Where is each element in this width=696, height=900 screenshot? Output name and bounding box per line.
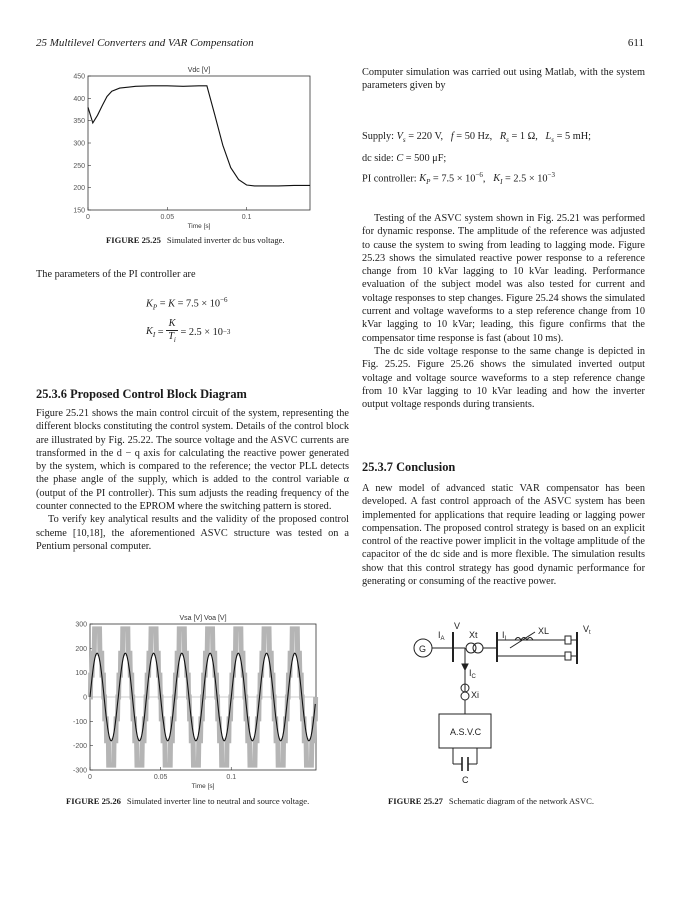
params-line-1: Supply: $V_s = 220$ V, f = 50 Hz, $R_s = 1$ Ω, $L_s = 5$ mH; <box>362 131 591 145</box>
transformer-coil <box>473 643 483 653</box>
label-main: I <box>469 668 472 678</box>
label-main: I <box>438 630 441 640</box>
y-tick-label: 200 <box>75 645 87 653</box>
xi-label: Xi <box>471 690 480 700</box>
y-tick-label: 300 <box>75 621 87 629</box>
y-tick-label: 350 <box>73 118 85 126</box>
pi-intro: The parameters of the PI controller are <box>36 269 196 280</box>
equation-kp: $K_P = K = 7.5 \times 10^{-6}$ <box>146 296 228 312</box>
section-heading-25-3-6: 25.3.6 Proposed Control Block Diagram <box>36 387 247 401</box>
terminal-box <box>565 636 571 644</box>
label-sub: t <box>589 630 591 636</box>
equation-ki: $K_I$ = $\frac{K}{T_i}$ = 2.5 × 10 −3 <box>146 318 231 345</box>
caption-label: FIGURE 25.27 <box>388 796 443 806</box>
y-tick-label: 400 <box>73 95 85 103</box>
label-sub: C <box>471 674 476 680</box>
current-a-label <box>438 630 445 642</box>
left-body <box>36 407 349 553</box>
params-line-3: PI controller: $K_P = 7.5 \times 10^{-6}$, $K_I = 2.5 \times 10^{-3}$ <box>362 171 555 187</box>
xl-label: XL <box>538 626 550 636</box>
y-tick-label: 0 <box>83 694 87 702</box>
label-sub: A <box>440 636 445 642</box>
y-tick-label: 300 <box>73 140 85 148</box>
asvc-label: A.S.V.C <box>450 727 482 737</box>
figure-25-25-chart <box>60 64 320 230</box>
caption-text: Schematic diagram of the network ASVC. <box>448 796 595 806</box>
figure-25-27-caption <box>388 796 594 806</box>
x-tick-label: 0 <box>88 774 92 781</box>
x-tick-label: 0.1 <box>226 774 237 781</box>
system-parameters <box>362 128 662 192</box>
xt-label: Xt <box>469 630 478 640</box>
chart-title: Vdc [V] <box>187 67 211 74</box>
chart-title: Vsa [V] Voa [V] <box>179 615 227 622</box>
vdc-series-line <box>88 86 310 186</box>
vt-label <box>583 624 591 636</box>
params-line-2: dc side: C = 500 μF; <box>362 152 447 164</box>
paragraph: Figure 25.21 shows the main control circuit of the system, representing the different blocks constituting the control system. Details of the control block are illustrated by Fig. 25.22. The source voltage and the ASVC currents are transformed in the d − q axis for calculating the reactive power generated by the system, which is compared to the reference; the vector PLL detects the phase angle of the supply, which is added to the control variable α (output of the PI controller). This sum adjusts the reading frequency of the counter connected to the EPROM where the switching pattern is stored. <box>36 408 349 513</box>
figure-25-25-caption <box>106 235 285 245</box>
page-number: 611 <box>627 37 644 49</box>
x-tick-label: 0.1 <box>241 214 252 221</box>
y-tick-label: -100 <box>72 718 87 726</box>
caption-text: Simulated inverter line to neutral and source voltage. <box>126 796 310 806</box>
simulation-intro: Computer simulation was carried out using Matlab, with the system parameters given by <box>362 67 645 92</box>
caption-label: FIGURE 25.26 <box>66 796 121 806</box>
y-tick-label: 100 <box>75 670 87 678</box>
x-axis-label: Time [s] <box>191 783 215 790</box>
paragraph: Testing of the ASVC system shown in Fig. 25.21 was performed for dynamic response. The amplitude of the reference was adjusted to cause the system to swing from leading to lagging mode. Figure 25.23 shows the simulated reactive power response to a reference change from 10 kVar lagging to 10 kVar leading. Performance evaluation of the subject model was also tested for current and voltage responses to step changes. Figure 25.24 shows the simulated current and voltage waveforms to a step reference change from 10 kVar lagging to 10 kVar; leading, this figure confirms that the compensator time response is fast (about 10 ms). <box>362 213 645 344</box>
current-c-label <box>469 668 477 680</box>
plot-frame <box>88 76 310 210</box>
conclusion-body <box>362 482 645 588</box>
figure-25-26-chart <box>58 610 328 790</box>
paragraph: To verify key analytical results and the validity of the proposed control scheme [10,18], the aforementioned ASVC structure was tested on a Pentium personal computer. <box>36 514 349 552</box>
paragraph: The dc side voltage response to the same change is depicted in Fig. 25.25. Figure 25.26 shows the simulated inverted output voltage and voltage source waveforms to a step reference change from 10 kVar lagging to 10 kVar leading and how the inverter output voltage responds during transients. <box>362 345 645 411</box>
label-main: V <box>583 624 590 634</box>
y-tick-label: -200 <box>72 743 87 751</box>
x-axis-label: Time [s] <box>187 223 211 230</box>
coupling-coil <box>461 692 469 700</box>
x-tick-label: 0 <box>86 214 90 221</box>
y-tick-label: 200 <box>73 185 85 193</box>
caption-text: Simulated inverter dc bus voltage. <box>166 235 285 245</box>
label-main: I <box>502 630 505 640</box>
running-header: 25 Multilevel Converters and VAR Compensation <box>36 37 254 49</box>
figure-25-27-schematic <box>405 618 615 788</box>
capacitor-label: C <box>462 775 469 785</box>
figure-25-26-caption <box>66 796 309 806</box>
y-tick-label: 450 <box>73 73 85 81</box>
paragraph: A new model of advanced static VAR compensator has been developed. A fast control approach of the ASVC system has been implemented for applications that require leading or lagging power compensation. The proposed control strategy is based on an explicit control of the reactive power implicit in the voltage amplitude of the capacitor of the dc side and is more flexible. The simulation results show that this control strategy has good dynamic performance for generating or consuming of the reactive power. <box>362 483 645 588</box>
y-tick-label: 250 <box>73 162 85 170</box>
generator-label: G <box>419 644 427 654</box>
label-sub: L <box>504 636 508 642</box>
x-tick-label: 0.05 <box>153 774 168 781</box>
x-tick-label: 0.05 <box>160 214 175 221</box>
y-tick-label: 150 <box>73 207 85 215</box>
current-arrow-icon <box>462 664 468 670</box>
y-tick-label: -300 <box>72 767 87 775</box>
terminal-box <box>565 652 571 660</box>
section-heading-25-3-7: 25.3.7 Conclusion <box>362 460 456 474</box>
right-body <box>362 212 645 411</box>
voltage-v-label: V <box>454 621 461 631</box>
caption-label: FIGURE 25.25 <box>106 235 161 245</box>
